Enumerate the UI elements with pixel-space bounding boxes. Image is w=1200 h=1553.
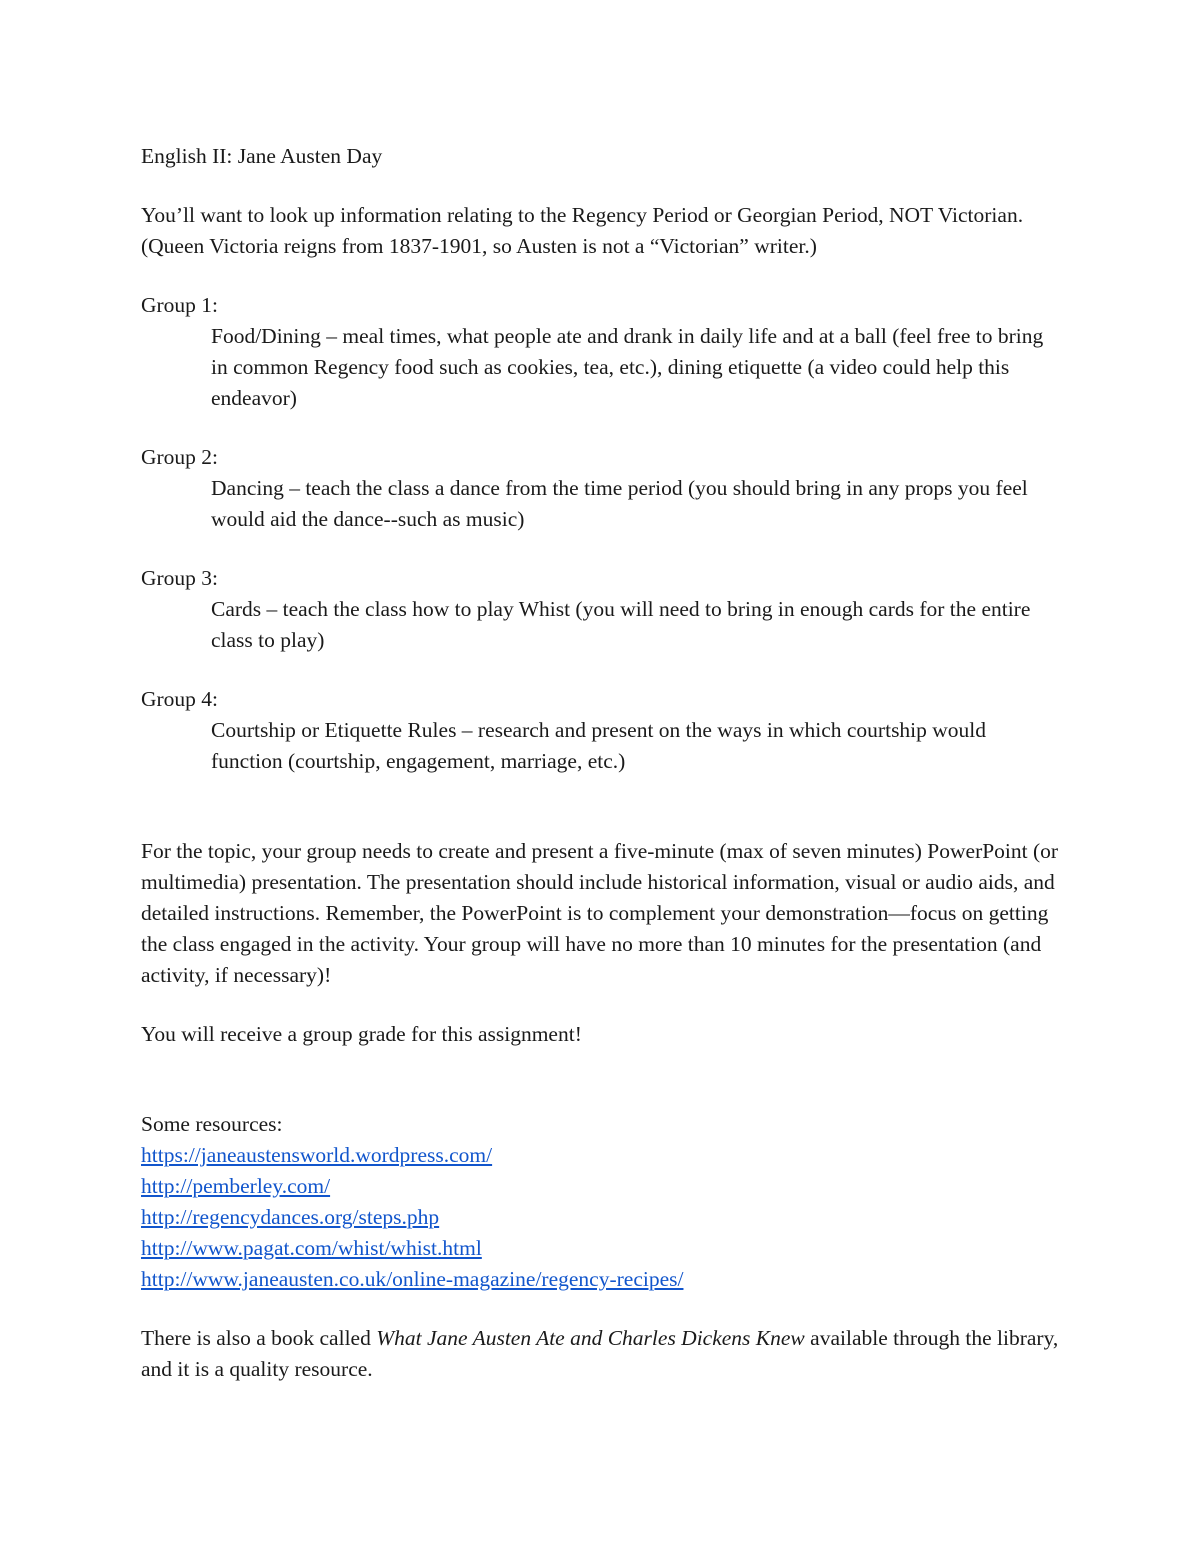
resource-link[interactable]: http://pemberley.com/ <box>141 1174 331 1198</box>
instructions-paragraph: For the topic, your group needs to create and present a five-minute (max of seven minutes) PowerPoint (or multimedia) presentation. The presentation should include historical information, visual or audio aids, and detailed instructions. Remember, the PowerPoint is to complement your demonstration—focus on getting the class engaged in the activity. Your group will have no more than 10 minutes for the presentation (and activity, if necessary)! <box>141 839 1059 987</box>
group-1 <box>141 290 1061 414</box>
group-3 <box>141 563 1061 656</box>
book-note <box>141 1323 1061 1385</box>
group-label: Group 2: <box>141 445 219 469</box>
group-4 <box>141 684 1061 777</box>
group-description: Food/Dining – meal times, what people ate and drank in daily life and at a ball (feel free to bring in common Regency food such as cookies, tea, etc.), dining etiquette (a video could help this endeavor) <box>211 324 1044 410</box>
book-note-after: available through the library, and it is a quality resource. <box>141 1326 1059 1381</box>
group-label: Group 1: <box>141 293 219 317</box>
resource-link[interactable]: http://regencydances.org/steps.php <box>141 1205 440 1229</box>
group-description: Courtship or Etiquette Rules – research and present on the ways in which courtship would function (courtship, engagement, marriage, etc.) <box>211 718 987 773</box>
group-2 <box>141 442 1061 535</box>
grade-note: You will receive a group grade for this assignment! <box>141 1022 582 1046</box>
resources-section <box>141 1109 1061 1295</box>
book-title: What Jane Austen Ate and Charles Dickens Knew <box>376 1326 805 1350</box>
intro-paragraph: You’ll want to look up information relating to the Regency Period or Georgian Period, NOT Victorian. (Queen Victoria reigns from 1837-1901, so Austen is not a “Victorian” writer.) <box>141 203 1024 258</box>
group-description: Cards – teach the class how to play Whist (you will need to bring in enough cards for the entire class to play) <box>211 597 1031 652</box>
group-label: Group 3: <box>141 566 219 590</box>
book-note-before: There is also a book called <box>141 1326 377 1350</box>
resource-link[interactable]: http://www.pagat.com/whist/whist.html <box>141 1236 482 1260</box>
resource-link[interactable]: https://janeaustensworld.wordpress.com/ <box>141 1143 493 1167</box>
document-title: English II: Jane Austen Day <box>141 144 383 168</box>
group-label: Group 4: <box>141 687 219 711</box>
resources-heading: Some resources: <box>141 1112 283 1136</box>
group-description: Dancing – teach the class a dance from the time period (you should bring in any props you feel would aid the dance--such as music) <box>211 476 1028 531</box>
resource-link[interactable]: http://www.janeausten.co.uk/online-magazine/regency-recipes/ <box>141 1267 684 1291</box>
document-body <box>141 141 1061 1385</box>
